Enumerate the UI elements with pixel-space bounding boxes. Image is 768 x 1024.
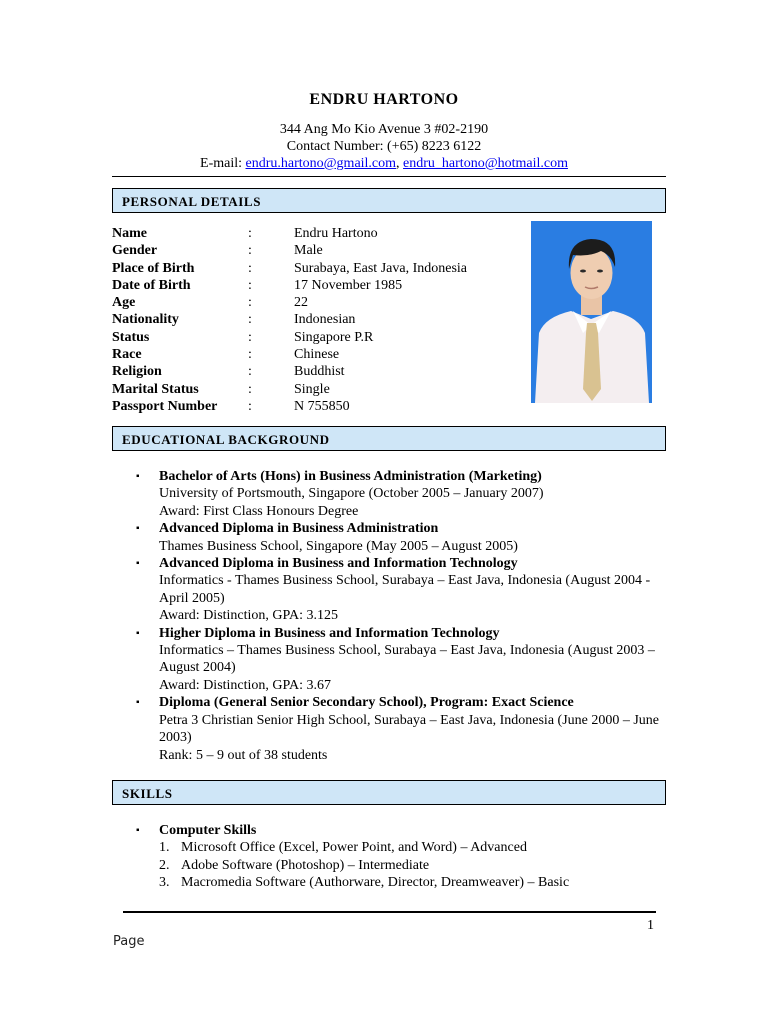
detail-colon: :	[248, 347, 252, 363]
bullet-icon: ▪	[136, 558, 140, 570]
bullet-icon: ▪	[136, 523, 140, 535]
detail-value: 22	[294, 295, 308, 311]
item-number: 3.	[159, 875, 170, 891]
list-item	[136, 555, 666, 625]
email-line	[0, 156, 768, 172]
section-heading-personal: PERSONAL DETAILS	[112, 188, 666, 213]
detail-colon: :	[248, 226, 252, 241]
detail-label: Passport Number	[112, 398, 218, 414]
detail-value: Buddhist	[294, 364, 345, 380]
detail-label: Gender	[112, 243, 158, 259]
page-label: Page	[113, 934, 145, 949]
profile-photo	[531, 221, 652, 403]
list-item	[136, 520, 666, 555]
detail-value: Singapore P.R	[294, 329, 374, 345]
detail-colon: :	[248, 260, 252, 276]
detail-value: Surabaya, East Java, Indonesia	[294, 260, 467, 276]
degree-title: Advanced Diploma in Business Administration	[159, 521, 439, 537]
detail-label: Name	[112, 226, 147, 241]
bullet-icon: ▪	[136, 697, 140, 709]
header-divider	[112, 176, 666, 177]
list-item	[136, 694, 666, 764]
bullet-icon: ▪	[136, 471, 140, 482]
degree-detail: Informatics – Thames Business School, Surabaya – East Java, Indonesia (August 2003 – August 2004)	[159, 643, 655, 676]
section-heading-education: EDUCATIONAL BACKGROUND	[112, 426, 666, 451]
skills-list	[136, 822, 666, 892]
skill-text: Adobe Software (Photoshop) – Intermediate	[181, 857, 430, 873]
list-item	[136, 822, 666, 839]
detail-label: Religion	[112, 364, 162, 380]
detail-value: N 755850	[294, 398, 350, 414]
skill-text: Macromedia Software (Authorware, Director, Dreamweaver) – Basic	[181, 875, 570, 891]
degree-title: Diploma (General Senior Secondary School), Program: Exact Science	[159, 695, 574, 711]
education-list	[136, 468, 666, 764]
list-item	[136, 625, 666, 695]
detail-colon: :	[248, 364, 252, 380]
degree-detail: Award: First Class Honours Degree	[159, 503, 359, 519]
email-separator: ,	[396, 156, 400, 171]
list-item	[136, 468, 666, 520]
address: 344 Ang Mo Kio Avenue 3 #02-2190	[279, 122, 489, 137]
detail-value: Chinese	[294, 347, 340, 363]
item-number: 1.	[159, 840, 170, 856]
degree-title: Advanced Diploma in Business and Information Technology	[159, 556, 518, 572]
detail-value: Indonesian	[294, 312, 356, 328]
degree-detail: Thames Business School, Singapore (May 2005 – August 2005)	[159, 538, 518, 554]
list-item	[136, 874, 666, 891]
list-item	[136, 839, 666, 856]
detail-colon: :	[248, 295, 252, 311]
detail-label: Marital Status	[112, 381, 199, 397]
detail-label: Age	[112, 295, 136, 311]
detail-colon: :	[248, 329, 252, 345]
detail-label: Nationality	[112, 312, 179, 328]
skill-category: Computer Skills	[159, 823, 257, 838]
resume-name: ENDRU HARTONO	[309, 91, 459, 108]
item-number: 2.	[159, 857, 170, 873]
detail-colon: :	[248, 312, 252, 328]
email-link-gmail[interactable]: endru.hartono@gmail.com	[245, 156, 397, 171]
degree-detail: Award: Distinction, GPA: 3.67	[159, 677, 332, 693]
degree-title: Bachelor of Arts (Hons) in Business Administration (Marketing)	[159, 469, 542, 484]
page-number: 1	[647, 918, 654, 933]
degree-detail: Award: Distinction, GPA: 3.125	[159, 608, 339, 624]
bullet-icon: ▪	[136, 825, 140, 836]
degree-detail: Rank: 5 – 9 out of 38 students	[159, 747, 328, 763]
skill-text: Microsoft Office (Excel, Power Point, and Word) – Advanced	[181, 840, 527, 856]
degree-title: Higher Diploma in Business and Information Technology	[159, 625, 500, 641]
section-heading-skills: SKILLS	[112, 780, 666, 805]
detail-colon: :	[248, 277, 252, 293]
detail-colon: :	[248, 243, 252, 259]
detail-colon: :	[248, 381, 252, 397]
footer-divider	[123, 911, 656, 913]
detail-value: Endru Hartono	[294, 226, 378, 241]
detail-value: 17 November 1985	[294, 277, 403, 293]
detail-label: Status	[112, 329, 150, 345]
detail-label: Date of Birth	[112, 277, 191, 293]
list-item	[136, 857, 666, 874]
email-label: E-mail:	[200, 156, 243, 171]
detail-value: Single	[294, 381, 330, 397]
degree-detail: Informatics - Thames Business School, Surabaya – East Java, Indonesia (August 2004 - April 2005)	[159, 573, 651, 606]
email-link-hotmail[interactable]: endru_hartono@hotmail.com	[403, 156, 568, 171]
degree-detail: Petra 3 Christian Senior High School, Surabaya – East Java, Indonesia (June 2000 – June 2003)	[159, 712, 660, 746]
detail-label: Place of Birth	[112, 260, 195, 276]
detail-colon: :	[248, 398, 252, 414]
degree-detail: University of Portsmouth, Singapore (October 2005 – January 2007)	[159, 486, 544, 502]
contact-number: Contact Number: (+65) 8223 6122	[286, 139, 482, 154]
detail-value: Male	[294, 243, 323, 259]
detail-label: Race	[112, 347, 142, 363]
bullet-icon: ▪	[136, 627, 140, 639]
